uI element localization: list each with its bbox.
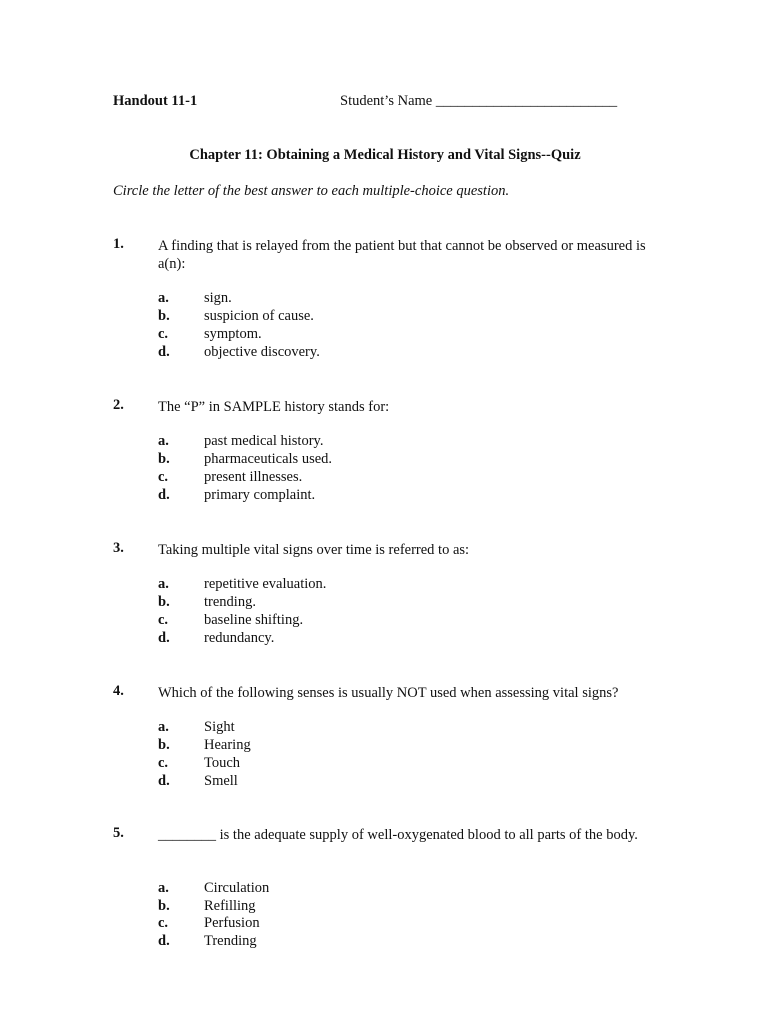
option-letter: c. (158, 755, 169, 771)
option-letter: a. (158, 433, 169, 449)
option-text: baseline shifting. (204, 612, 304, 628)
option-text: trending. (204, 594, 256, 610)
option-letter: c. (158, 612, 169, 628)
option-text: present illnesses. (204, 469, 303, 485)
option-text: past medical history. (204, 433, 324, 449)
option-letter: d. (158, 773, 170, 789)
option-text: pharmaceuticals used. (204, 451, 333, 467)
question-text: ________ is the adequate supply of well-oxygenated blood to all parts of the body. (158, 827, 638, 843)
option-letter: d. (158, 344, 170, 360)
handout-label: Handout 11-1 (113, 93, 198, 109)
instructions: Circle the letter of the best answer to each multiple-choice question. (113, 183, 510, 199)
option-letter: a. (158, 576, 169, 592)
question-number: 3. (113, 540, 124, 556)
question-text: The “P” in SAMPLE history stands for: (158, 399, 390, 415)
option-text: Perfusion (204, 915, 260, 931)
option-letter: a. (158, 290, 169, 306)
question-text: Taking multiple vital signs over time is referred to as: (158, 542, 470, 558)
page-title: Chapter 11: Obtaining a Medical History and Vital Signs--Quiz (189, 147, 581, 163)
option-text: primary complaint. (204, 487, 316, 503)
option-text: sign. (204, 290, 232, 306)
option-text: Touch (204, 755, 241, 771)
option-letter: c. (158, 326, 169, 342)
option-text: Circulation (204, 880, 270, 896)
option-letter: d. (158, 487, 170, 503)
option-text: symptom. (204, 326, 262, 342)
option-text: Smell (204, 773, 238, 789)
option-text: suspicion of cause. (204, 308, 314, 324)
option-letter: b. (158, 737, 170, 753)
question-number: 4. (113, 683, 124, 699)
question-number: 5. (113, 825, 124, 841)
question-number: 1. (113, 236, 124, 252)
option-text: redundancy. (204, 630, 275, 646)
option-text: repetitive evaluation. (204, 576, 327, 592)
question-number: 2. (113, 397, 124, 413)
option-text: Sight (204, 719, 235, 735)
option-letter: b. (158, 594, 170, 610)
question-text: Which of the following senses is usually NOT used when assessing vital signs? (158, 685, 619, 701)
option-letter: d. (158, 630, 170, 646)
student-name-field: Student’s Name _________________________ (340, 93, 618, 109)
option-letter: c. (158, 469, 169, 485)
option-text: Refilling (204, 898, 256, 914)
option-letter: b. (158, 451, 170, 467)
option-letter: b. (158, 898, 170, 914)
option-letter: a. (158, 880, 169, 896)
option-letter: a. (158, 719, 169, 735)
option-letter: d. (158, 933, 170, 949)
option-letter: c. (158, 915, 169, 931)
option-text: Hearing (204, 737, 251, 753)
option-text: Trending (204, 933, 257, 949)
question-text: A finding that is relayed from the patient but that cannot be observed or measured is a(n): (158, 238, 646, 272)
option-letter: b. (158, 308, 170, 324)
option-text: objective discovery. (204, 344, 320, 360)
